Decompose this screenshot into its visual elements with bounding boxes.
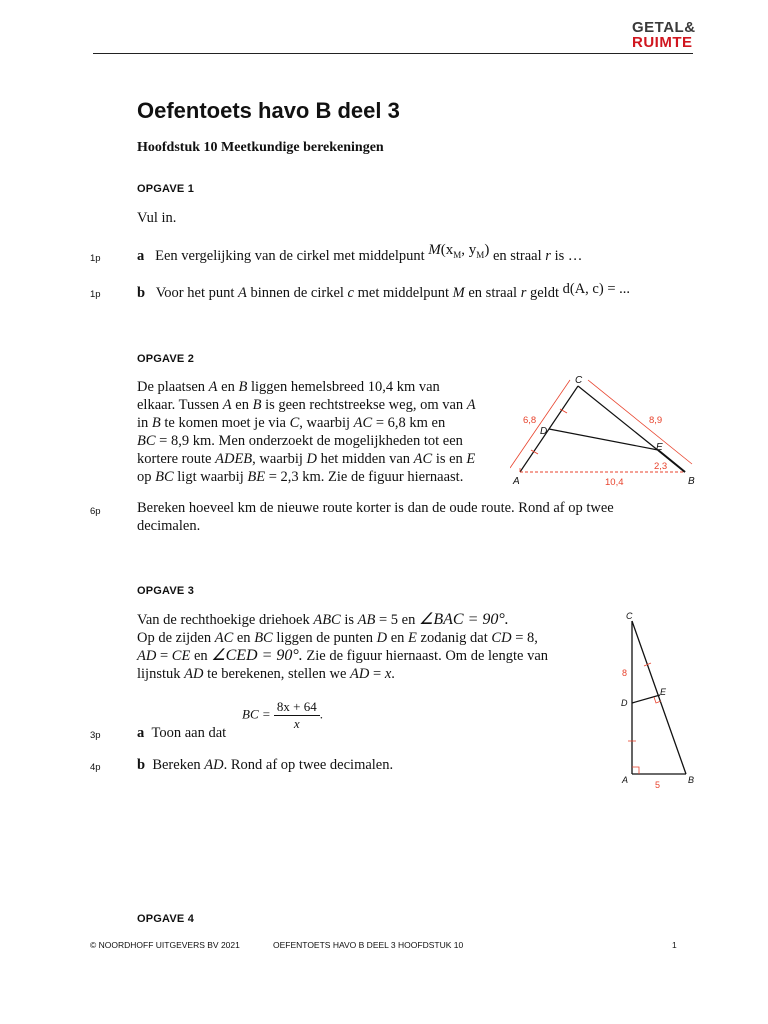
- fig2-label-e: E: [656, 442, 663, 453]
- fig3-label-d: D: [621, 698, 628, 708]
- opgave1a-question: a Een vergelijking van de cirkel met middelpunt $M(x_M$, $y_M$) en straal r is …: [137, 242, 583, 264]
- opgave2-question: Bereken hoeveel km de nieuwe route korter is dan de oude route. Rond af op twee decimalen.: [137, 500, 614, 534]
- opgave3a-formula: BC = $\frac{8x + 64}{x}$ .: [242, 699, 323, 731]
- fig3-label-a: A: [622, 775, 629, 785]
- footer-page-number: 1: [672, 940, 677, 950]
- header-rule: [93, 53, 693, 54]
- opgave1b-points: 1p: [90, 289, 101, 300]
- fig2-label-b: B: [688, 476, 695, 487]
- opgave2-body: De plaatsen A en B liggen hemelsbreed 10,4 km van elkaar. Tussen A en B is geen rechtstreekse weg, om van A in B te komen moet je via C, waarbij AC = 6,8 km en BC = 8,9 km. Men onderzoekt de mogelijkheden tot een kortere route ADEB, waarbij D het midden van AC is en E op BC ligt waarbij BE = 2,3 km. Zie de figuur hiernaast.: [137, 379, 476, 485]
- fig3-label-b: B: [688, 775, 695, 785]
- fig2-length-bc: 8,9: [649, 415, 663, 426]
- opgave1a-label: a: [137, 248, 145, 264]
- fig2-length-ac: 6,8: [523, 415, 537, 426]
- opgave3-figure: [612, 606, 702, 792]
- opgave1a-text-r: en straal: [492, 248, 542, 264]
- right-angle-a: [632, 767, 639, 774]
- logo-line1: GETAL&: [632, 19, 696, 36]
- dim-line-bc: [588, 380, 692, 464]
- opgave1a-formula: $M(x_M$, $y_M$): [428, 242, 490, 260]
- opgave3-body: Van de rechthoekige driehoek ABC is AB = 5 en ∠BAC = 90°. Op de zijden AC en BC liggen de punten D en E zodanig dat CD = 8, AD = CE en ∠CED = 90°. Zie de figuur hiernaast. Om de lengte van lijnstuk AD te berekenen, stellen we AD = x.: [137, 611, 549, 682]
- segment-de: [549, 429, 658, 450]
- opgave3b-points: 4p: [90, 762, 101, 773]
- opgave3a-points: 3p: [90, 730, 101, 741]
- fig3-length-cd: 8: [622, 668, 628, 678]
- fig2-label-a: A: [513, 476, 520, 487]
- opgave1b-question: b Voor het punt A binnen de cirkel c met middelpunt M en straal r geldt d(A, c) = ...: [137, 281, 630, 301]
- footer-copyright: © NOORDHOFF UITGEVERS BV 2021: [90, 940, 240, 950]
- opgave2-heading: OPGAVE 2: [137, 353, 195, 365]
- fig2-label-d: D: [540, 426, 548, 437]
- fig2-length-be: 2,3: [654, 461, 668, 472]
- opgave4-heading: OPGAVE 4: [137, 913, 195, 925]
- fig3-length-ab: 5: [655, 780, 661, 790]
- publisher-logo: [632, 20, 706, 50]
- opgave1a-text: Een vergelijking van de cirkel met middelpunt: [155, 248, 425, 264]
- opgave1b-label: b: [137, 285, 146, 301]
- opgave1b-formula: d(A, c) = ...: [562, 281, 630, 297]
- footer-doc-title: OEFENTOETS HAVO B DEEL 3 HOOFDSTUK 10: [273, 940, 464, 950]
- dim-line-ac: [510, 380, 570, 468]
- logo-line2: RUIMTE: [632, 34, 693, 51]
- opgave3-heading: OPGAVE 3: [137, 585, 195, 597]
- fig2-label-c: C: [575, 375, 583, 386]
- opgave1-intro: Vul in.: [137, 210, 177, 226]
- opgave3b-question: b Bereken AD. Rond af op twee decimalen.: [137, 757, 394, 773]
- opgave3a-question: a Toon aan dat: [137, 725, 227, 741]
- opgave1-heading: OPGAVE 1: [137, 183, 195, 195]
- fig3-label-c: C: [626, 611, 633, 621]
- page-title: Oefentoets havo B deel 3: [137, 98, 400, 123]
- opgave2-points: 6p: [90, 506, 101, 517]
- opgave1a-text-after: is …: [554, 248, 583, 264]
- fig2-length-ab: 10,4: [605, 477, 624, 488]
- opgave1a-points: 1p: [90, 253, 101, 264]
- side-bc: [632, 621, 686, 774]
- fig3-label-e: E: [660, 687, 667, 697]
- chapter-heading: Hoofdstuk 10 Meetkundige berekeningen: [137, 140, 384, 155]
- opgave2-figure: [510, 372, 700, 490]
